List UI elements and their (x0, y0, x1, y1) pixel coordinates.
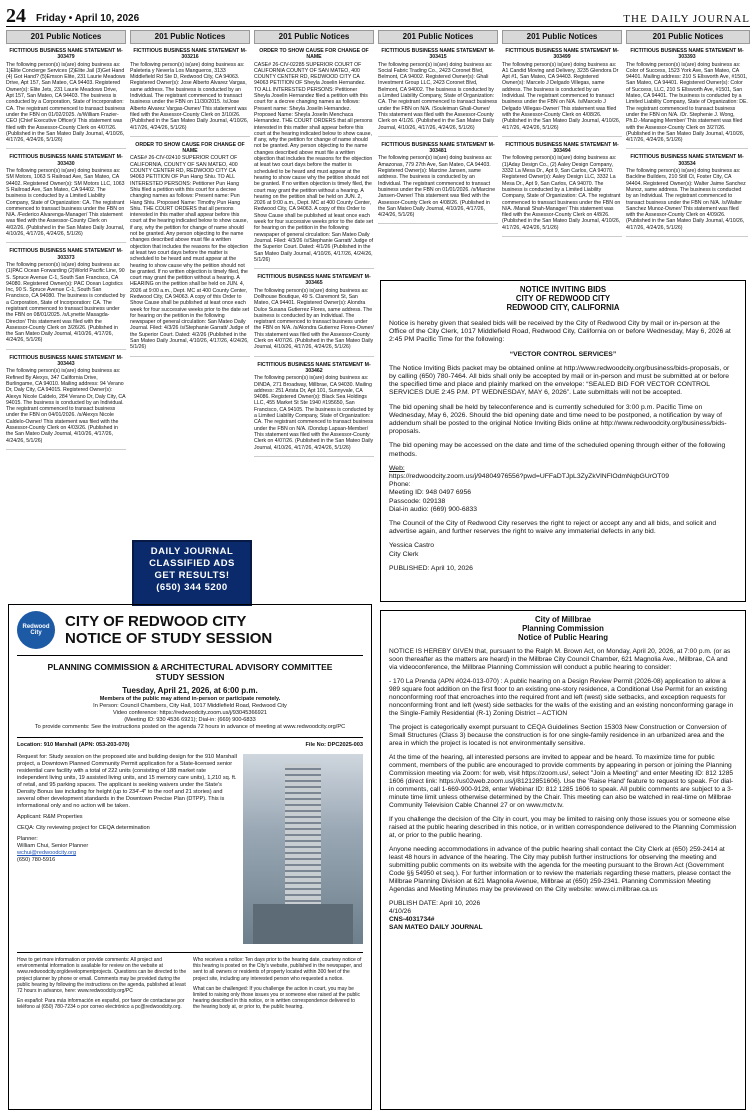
study-session-notice: Redwood City CITY OF REDWOOD CITY NOTICE OF STUDY SESSION PLANNING COMMISSION & ARCHITECTURAL ADVISORY COMMITTEE STUDY SESSION Tuesday, April 21, 2026, at 6:00 p.m. Members of the public may attend in-person or participate remotely. In Person: Council Chambers, City Hall, 1017 Middlefield Road, Redwood City Video conference: https://redwoodcity.zoom.us/j/93045366921 (Meeting ID: 930 4536 6921); Dial-in: (669) 900-6833 To provide comments: See the instructions posted on the agenda 72 hours in advance of meeting at www.redwoodcity.org/PC Location: 910 Marshall (APN: 053-203-070) File No: DPC2025-003 Request for: Study session on the proposed site and building design for the 910 Marshall project, a Downtown Planned Community Permit application for a State-licensed senior residential care facility with a total of 222 units (consisting of 188 market rate independent living units, 19 assisted living units, and 15 memory care units), 1,210 sq. ft. of retail, and 95 parking spaces. The applicant is seeking waivers under the State's Density Bonus law including for height (up to 234'-4" to the roof and 21 stories) and several other development standards in the Downtown Precise Plan (DTPP). This is informational only and no action will be taken. Applicant: R&M Properties CEQA: City reviewing project for CEQA determination Planner: William Chui, Senior Planner wchui@redwoodcity.org (650) 780-5916 How to get more information or provide comments: All project and environmental information is available for review on the website at www.redwoodcity.org/developmentprojects. Questions can be directed to the project planner by phone or email. Comments may be provided during the public hearing by following the instructions on the agenda, published at least 72 hours in advance, here: www.redwoodcity.org/PC En español: Para más información en español, por favor de contactarse por teléfono al (650) 780-7234 o por correo electrónico a pc@redwoodcity.org. Who receives a notice: Ten days prior to the hearing date, courtesy notice of this hearing is posted on the City's website, published in the newspaper, and sent to all owners or residents of property located within 300 feet of the project site, including any interested person who requested a notice. What can be challenged: If you challenge the action in court, you may be limited to raising only those issues you or someone else raised at the public hearing described in this notice, or in written correspondence delivered to the hearing body at, or prior to, the public hearing. (8, 604, 372, 1110)
fbn-notice: FICTITIOUS BUSINESS NAME STATEMENT M-303494 The following person(s) is(are) doing business as: (1)Aday Design Co., (2) Aaley Design Company, 3332 La Mesa Dr., Apt 9, San Carlos, CA 94070. Registered Owner(s): Aaley Design LLC, 3332 La Mesa Dr., Apt 9, San Carlos, CA 94070. The business is conducted by a Limited Liability Company, State of Organization: CA. The registrant commenced to transact business under the FBN on N/A. /Manali Shah-Manager/ This statement was filed with the Assessor-County Clerk on 4/8/26. (Published in the San Mateo Daily Journal, 4/10/26, 4/17/26, 4/24/26, 5/1/26) (502, 142, 622, 237)
fbn-notice: FICTITIOUS BUSINESS NAME STATEMENT M-303465 The following person(s) is(are) doing business as: Dollhouse Boutique, 49 S. Claremont St, San Mateo, CA 94401. Registered Owner(s): Alondra Dulce Susana Gutierrez Flores, same address. The business is conducted by an Individual. The registrant commenced to transact business under the FBN on N/A. /s/Alondra Gutierrez Flores-Owner/ This statement was filed with the Assessor-County Clerk on 4/07/26. (Published in the San Mateo Daily Journal, 4/10/26, 4/17/26, 4/24/26, 5/1/26) (254, 274, 374, 357)
zoom-link[interactable]: https://redwoodcity.zoom.us/j/94804976556?pwd=UFFaDTJpL3ZyZkVlNFlOdmNqbGUrOT09 (389, 473, 669, 481)
notice-column-5 (502, 46, 622, 276)
page-header (6, 4, 750, 27)
millbrae-notice: City of Millbrae Planning Commission Notice of Public Hearing NOTICE IS HEREBY GIVEN that, pursuant to the Ralph M. Brown Act, on Monday, April 20, 2026, at 7:00 p.m. (or as soon thereafter as the matters are heard) in the Millbrae City Council Chamber, 621 Magnolia Ave., Millbrae, CA and via videoconference, the Millbrae Planning Commission will conduct a public hearing to consider: - 170 La Prenda (APN #024-013-070) : A public hearing on a Design Review Permit (2026-08) application to allow a 989 square foot addition on the first floor to an existing one-story residence, a Conditional Use Permit for an existing nonconforming roof that encroaches into the required front and left (west) side setbacks, and exception requests for nonconforming front and left (west) side setbacks for the walls of the existing and an existing nonconforming garage in the Single-Family Residential (R-1) Zoning District – ACTION The project is categorically exempt pursuant to CEQA Guidelines Section 15303 New Construction or Conversion of Small Structures (Class 3) because the construction is for one single-family residence in an urbanized area and the area in which the project is located is not environmentally sensitive. At the time of the hearing, all interested persons are invited to appear and be heard. To maximize time for public comment, members of the public are encouraged to provide comments by appearing in person or joining the Planning Commission meeting via Zoom: for web, visit https://zoom.us/, select "Join a Meeting" and enter Meeting ID: 812 1285 1606 (direct link: https://us02web.zoom.us/j/81212851606). Use the 'Raise Hand' feature to request to speak. For dial-in comments, call 1-669-900-9128, enter Webinar ID: 812 1285 1606 to speak. All public comments are subject to a 3-minute time limit unless otherwise determined by the Chair. This meeting can also be watched in real-time on Millbrae Community Television Cable Channel 27 or on www.mctv.tv. If you challenge the decision of the City in court, you may be limited to raising only those issues you or someone else raised at the public hearing described in this notice, or in written correspondence delivered to the Planning Commission at, or prior to the public hearing. Anyone needing accommodations in advance of the public hearing shall contact the City Clerk at (650) 259-2414 at least 48 hours in advance of the hearing. The City may publish further instructions for observing the meeting and submitting public comments on its website with the agenda for the meeting pursuant to the Brown Act (Government Code §§ 54950 et seq.). For further information or to review the materials regarding these matters, please contact the Millbrae Planning Division at 621 Magnolia Avenue, Millbrae at (650) 259-2341. Planning Commission Meeting Agendas and Meeting Minutes may be previewed on the City website: www.ci.millbrae.ca.us PUBLISH DATE: April 10, 2026 4/10/26 CNS-4031734# SAN MATEO DAILY JOURNAL (380, 610, 746, 1110)
fbn-notice: FICTITIOUS BUSINESS NAME STATEMENT M-303430 The following person(s) is(are) doing business as: SM Motors, 1063 S Railroad Ave, San Mateo, CA 94402. Registered Owner(s): SM Motors LLC, 1063 S Railroad Ave, San Mateo, CA 94402. The business is conducted by a Limited Liability Company, State of Organization: CA. The registrant commenced to transact business under the FBN on N/A. /Federico Alvarenga-Manager/ This statement was filed with the Assessor-County Clerk on 4/02/26. (Published in the San Mateo Daily Journal, 4/10/26, 4/17/26, 4/24/26, 5/1/26) (6, 154, 126, 243)
page-number: 24 (6, 5, 26, 27)
redwood-city-logo: Redwood City (17, 611, 55, 649)
notice-column-4 (378, 46, 498, 276)
notice-column-1 (6, 46, 126, 444)
fbn-notice: FICTITIOUS BUSINESS NAME STATEMENT M-303534 The following person(s) is(are) doing business as: Backline Builders, 210 Still Ct, Foster City, CA 94404. Registered Owner(s): Walter Jaime Sanchez Munoz, same address. The business is conducted by an Individual. The registrant commenced to transact business under the FBN on N/A. /s/Walter Sanchez Munoz-Owner/ This statement was filed with the Assessor-County Clerk on 4/09/26. (Published in the San Mateo Daily Journal, 4/10/26, 4/17/26, 4/24/26, 5/1/26) (626, 154, 748, 237)
issue-date: Friday • April 10, 2026 (36, 13, 140, 24)
fbn-notice: FICTITIOUS BUSINESS NAME STATEMENT M-303443 The following person(s) is(are) doing business as: Refined By Alexys, 347 California Drive, Burlingame, CA 94010. Mailing address: 94 Verano Dr, Daly City, CA 94015. Registered Owner(s): Alexys Nicole Caldelo, 284 Verano Dr, Daly City, CA 94015. The business is conducted by an Individual. The registrant commenced to transact business under the FBN on 04/01/2026. /s/Alexys Nicole Caldelo-Owner/ This statement was filed with the Assessor-County Clerk on 4/03/26. (Published in the San Mateo Daily Journal, 4/10/26, 4/17/26, 4/24/26, 5/1/26) (6, 355, 126, 450)
newspaper-name: THE DAILY JOURNAL (623, 13, 750, 25)
fbn-notice: FICTITIOUS BUSINESS NAME STATEMENT M-303373 The following person(s) is(are) doing business as: (1)PAC Ocean Forwarding (2)World Pacific Line, 90 S. Spruce Avenue C-1, South San Francisco, CA 94080. Registered Owner(s): PAC Ocean Logistics Inc, 90 S. Spruce Avenue C-1, South San Francisco, CA 94080. The business is conducted by a Corporation, State of Incorporation: CA. The registrant commenced to transact business under the FBN on 08/01/2025. /s/Lynette Masagda-Director/ This statement was filed with the Assessor-County Clerk on 3/26/26. (Published in the San Mateo Daily Journal, 4/10/26, 4/17/26, 4/24/26, 5/1/26) (6, 248, 126, 349)
name-change-notice: ORDER TO SHOW CAUSE FOR CHANGE OF NAME CASE# 26-CIV-02410 SUPERIOR COURT OF CALIFORNIA, COUNTY OF SAN MATEO, 400 COUNTY CENTER RD, REDWOOD CITY CA 94063 PETITION OF Pun Hang Shiu. TO ALL INTERESTED PERSONS: Petitioner Pun Hang Shiu filed a petition with this court for a decree changing names as follows: Present name: Pun Hang Shiu. Proposed Name: Timothy Pun Hang Shiu. THE COURT ORDERS that all persons interested in this matter shall appear before this court at the hearing indicated below to show cause, if any, why the petition for change of name should not be granted. Any person objecting to the name changes described above must file a written objection that includes the reasons for the objection at least two court days before the matter is scheduled to be heard and must appear at the hearing to show cause why the petition should not be granted. If no written objection is timely filed, the court may grant the petition without a hearing. A HEARING on the petition shall be held on JUN. 4, 2026 at 9:00 a.m., Dept. MC at 400 County Center, Redwood City, CA 94063. A copy of this Order to Show Cause shall be published at least once each week for four successive weeks prior to the date set for hearing on the petition in the following newspaper of general circulation: San Mateo Daily Journal. Filed: 4/3/26 /s/Stephanie Garratt/ Judge of the Superior Court. Dated: 4/2/26 (Published in the San Mateo Daily Journal, 4/10/26, 4/17/26, 4/24/26, 5/1/26) (130, 142, 250, 357)
notice-column-6 (626, 46, 748, 276)
fbn-notice: FICTITIOUS BUSINESS NAME STATEMENT M-303415 The following person(s) is(are) doing business as: Social Fabric Trading Co., 2423 Coronet Blvd, Belmont, CA 94002. Registered Owner(s): Ghali Investment Group LLC, 2423 Coronet Blvd, Belmont, CA 94002. The business is conducted by a Limited Liability Company, State of Organization: CA. The registrant commenced to transact business under the FBN on N/A. /Souleiman Ghali-Owner/ This statement was filed with the Assessor-County Clerk on 4/1/26. (Published in the San Mateo Daily Journal, 4/10/26, 4/17/26, 4/24/26, 5/1/26) (378, 48, 498, 137)
planner-email-link[interactable]: wchui@redwoodcity.org (17, 850, 77, 856)
section-header: 201 Public Notices (254, 30, 374, 44)
section-header: 201 Public Notices (378, 30, 498, 44)
section-header: 201 Public Notices (130, 30, 250, 44)
section-header: 201 Public Notices (626, 30, 750, 44)
name-change-notice: ORDER TO SHOW CAUSE FOR CHANGE OF NAME CASE# 26-CIV-02285 SUPERIOR COURT OF CALIFORNIA COUNTY OF SAN MATEO, 400 COUNTY CENTER RD, REDWOOD CITY CA 94063 PETITION OF Sheyla Joselin Hernandez. TO ALL INTERESTED PERSONS: Petitioner Sheyla Joselin Hernandez filed a petition with this court for a decree changing names as follows: Present name: Sheyla Joselin Hernandez. Proposed Name: Sheyla Joselin Menchaca Hernandez. THE COURT ORDERS that all persons interested in this matter shall appear before this court at the hearing indicated below to show cause, if any, why the petition for change of name should not be granted. Any person objecting to the name changes described above must file a written objection that includes the reasons for the objection at least two court days before the matter is scheduled to be heard and must appear at the hearing to show cause why the petition should not be granted. If no written objection is timely filed, the court may grant the petition without a hearing. A hearing on the petition shall be held on JUN. 2, 2026 at 9:00 a.m., Dept. MC at 400 County Center, Redwood City, CA 94063. A copy of this Order to Show Cause shall be published at least once each week for four successive weeks prior to the date set for hearing on the petition in the following newspaper of general circulation: San Mateo Daily Journal. Filed: 4/3/26 /s/Stephanie Garratt/ Judge of the Superior Court. Dated: 4/1/26 (Published in the San Mateo Daily Journal, 4/10/26, 4/17/26, 4/24/26, 5/1/26) (254, 48, 374, 269)
fbn-notice: FICTITIOUS BUSINESS NAME STATEMENT M-303393 The following person(s) is(are) doing business as: Color of Success, 1523 York Ave, San Mateo, CA 94401. Mailing address: 210 S Ellsworth Ave, #1501, San Mateo, CA 94401. Registered Owner(s): Color of Success, LLC, 210 S Ellsworth Ave, #1501, San Mateo, CA 94401. The business is conducted by a Limited Liability Company, State of Organization: DE. The registrant commenced to transact business under the FBN on N/A. /Dr. Stephenie J. Wong, Ph.D.-Managing Member/ This statement was filed with the Assessor-County Clerk on 3/27/26. (Published in the San Mateo Daily Journal, 4/10/26, 4/17/26, 4/24/26, 5/1/26) (626, 48, 748, 149)
building-rendering (243, 754, 363, 944)
fbn-notice: FICTITIOUS BUSINESS NAME STATEMENT M-303216 The following person(s) is(are) doing business as: Paleteria y Nevería Los Mangueros, 3133 Middlefield Rd Ste D, Redwood City, CA 94063. Registered Owner(s): Jose Alberto Alvarez Vargas, same address. The business is conducted by an Individual. The registrant commenced to transact business under the FBN on 11/30/2015. /s/Jose Alberto Alvarez Vargas-Owner/ This statement was filed with the Assessor-County Clerk on 3/10/26. (Published in the San Mateo Daily Journal, 4/10/26, 4/17/26, 4/24/26, 5/1/26) (130, 48, 250, 137)
fbn-notice: FICTITIOUS BUSINESS NAME STATEMENT M-303481 The following person(s) is(are) doing business as: Amazonas, 779 27th Ave, San Mateo, CA 94403. Registered Owner(s): Marcine Jansen, same address. The business is conducted by an Individual. The registrant commenced to transact business under the FBN on 01/01/2026. /s/Marcine Jansen-Owner/ This statement was filed with the Assessor-County Clerk on 4/08/26. (Published in the San Mateo Daily Journal, 4/10/26, 4/17/26, 4/24/26, 5/1/26) (378, 142, 498, 225)
notice-column-2 (130, 46, 250, 466)
millbrae-title: City of Millbrae Planning Commission Notice of Public Hearing (517, 615, 609, 642)
fbn-notice: FICTITIOUS BUSINESS NAME STATEMENT M-303499 The following person(s) is(are) doing business as: A1 Candid Moving and Delivery, 3235 Glendora Dr Apt #1, San Mateo, CA 94403. Registered Owner(s): Marcelo J Delgado Villegas, same address. The business is conducted by an Individual. The registrant commenced to transact business under the FBN on N/A. /s/Marcelo J Delgado Villegas-Owner/ This statement was filed with the Assessor-County Clerk on 4/08/26. (Published in the San Mateo Daily Journal, 4/10/26, 4/17/26, 4/24/26, 5/1/26) (502, 48, 622, 137)
bid-notice: NOTICE INVITING BIDS CITY OF REDWOOD CITY REDWOOD CITY, CALIFORNIA Notice is hereby given that sealed bids will be received by the City of Redwood City by mail or in-person at the Office of the City Clerk, 1017 Middlefield Road, Redwood City, California on or before Wednesday, May 6, 2026 at 2:45 PM Pacific Time for the following: “VECTOR CONTROL SERVICES” The Notice Inviting Bids packet may be obtained online at http://www.redwoodcity.org/business/bids-proposals, or by calling (650) 780-7464. All bids shall only be accepted by mail or in-person and must be submitted at or before the specified time and place and plainly marked on the envelope: “SEALED BID FOR VECTOR CONTROL SERVICES DUE 2:45 P.M. PT WEDNESDAY, MAY 6, 2026”. Late submittals will not be accepted. The bid opening shall be held by teleconference and is currently scheduled for 3:00 p.m. Pacific Time on Wednesday, May 6, 2026. Should the bid opening date and time need to be postponed, a notification by way of addendum shall be posted to the original Notice Inviting Bids online at http://www.redwoodcity.org/business/bids-proposals. The bid opening may be accessed on the date and time of the scheduled opening through either of the following methods. Web: https://redwoodcity.zoom.us/j/94804976556?pwd=UFFaDTJpL3ZyZkVlNFlOdmNqbGUrOT09 Phone: Meeting ID: 948 0497 6956 Passcode: 029138 Dial-in audio: (669) 900-6833 The Council of the City of Redwood City reserves the right to reject or accept any and all bids, and solicit and advertise again, and further reserves the right to waive any immaterial defects in any bid. Yessica Castro City Clerk PUBLISHED: April 10, 2026 (380, 280, 746, 602)
project-name: “VECTOR CONTROL SERVICES” (509, 350, 617, 358)
classified-ad[interactable]: DAILY JOURNAL CLASSIFIED ADS GET RESULTS! (650) 344 5200 (132, 540, 252, 606)
section-header: 201 Public Notices (6, 30, 126, 44)
fbn-notice: FICTITIOUS BUSINESS NAME STATEMENT M-303479 The following person(s) is(are) doing business as: 1)Elite Concierge Services (2)Elite Jail (3)Get Hand (4) Got Hand? (5)Emson Elite, 231 Laurie Meadows Drive, Apt 157, San Mateo, CA 94403. Registered Owner(s): Elite Jets, 231 Laurie Meadows Drive, Apt 157, San Mateo, CA 94403. The business is conducted by a Corporation, State of Incorporation: CA. The registrant commenced to transact business under the FBN on 01/02/2025. /s/William Frazier-CEO (Chief Executive Officer)/ This statement was filed with the Assessor-County Clerk on 4/07/26. (Published in the San Mateo Daily Journal, 4/10/26, 4/17/26, 4/24/26, 5/1/26) (6, 48, 126, 149)
video-conference-link[interactable]: Video conference: https://redwoodcity.zoom.us/j/93045366921 (112, 710, 268, 716)
bid-notice-title: NOTICE INVITING BIDS CITY OF REDWOOD CITY REDWOOD CITY, CALIFORNIA (506, 285, 620, 312)
fbn-notice: FICTITIOUS BUSINESS NAME STATEMENT M-303462 The following person(s) is(are) doing business as: DINDA, 271 Broadway, Millbrae, CA 94030. Mailing address: 251 Arista Dr, Apt 101, Sunnyvale, CA 94086. Registered Owner(s): Black Sea Holdings LLC, 455 Market St Ste 1940 #195650, San Francisco, CA 94105. The business is conducted by a Limited Liability Company, State of Organization: CA. The registrant commenced to transact business under the FBN on N/A. /Dondup Lapsan-Member/ This statement was filed with the Assessor-County Clerk on 4/07/26. (Published in the San Mateo Daily Journal, 4/10/26, 4/17/26, 4/24/26, 5/1/26) (254, 362, 374, 457)
section-header: 201 Public Notices (502, 30, 622, 44)
study-session-header: Redwood City CITY OF REDWOOD CITY NOTICE OF STUDY SESSION (17, 611, 363, 656)
notice-column-3 (254, 46, 374, 592)
